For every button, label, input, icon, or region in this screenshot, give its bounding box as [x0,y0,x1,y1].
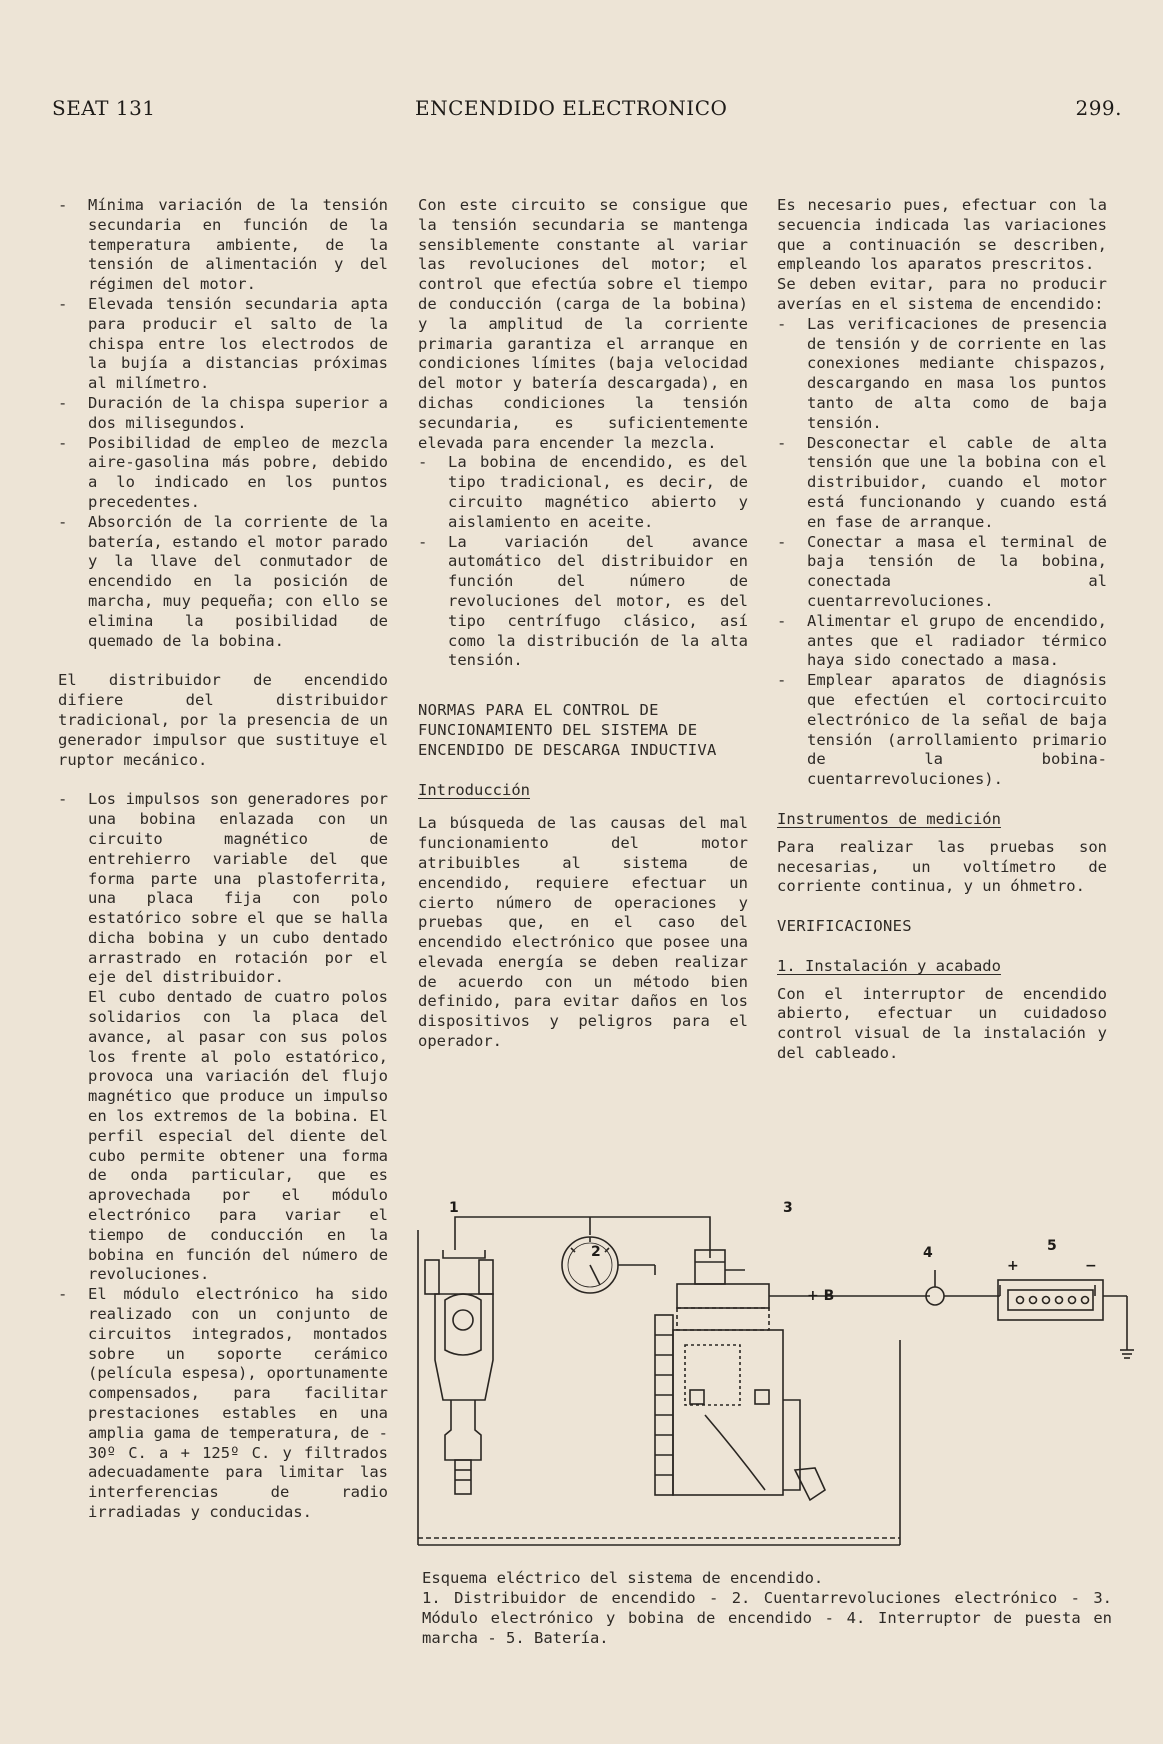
list-item: - Conectar a masa el terminal de baja tensión de la bobina, conectada al cuentarrevoluciones. [777,532,1107,610]
header-book-title: SEAT 131 [52,96,156,120]
caption-title: Esquema eléctrico del sistema de encendido. [422,1569,824,1587]
diagram-label-5: 5 [1047,1238,1057,1254]
diagram-label-3: 3 [783,1200,793,1216]
battery-minus-label: − [1085,1258,1097,1274]
list-item: - Posibilidad de empleo de mezcla aire-gasolina más pobre, debido a lo indicado en los puntos precedentes. [58,433,388,511]
ignition-switch-drawing [769,1270,1000,1305]
wiring-diagram-svg [415,1200,1135,1570]
distributor-drawing [425,1250,493,1494]
list-item: - Los impulsos son generadores por una bobina enlazada con un circuito magnético de entrehierro variable del que forma parte una plastoferrita, una placa fija con polo estatórico sobre el que se halla dicha bobina y un cubo dentado arrastrado en rotación por el eje del distribuidor. [58,790,388,987]
column-1 [58,196,388,1523]
battery-plus-label: + [1007,1258,1019,1274]
rev-counter-drawing [562,1217,655,1293]
section-title: VERIFICACIONES [777,917,912,936]
list-item: - Absorción de la corriente de la batería, estando el motor parado y la llave del conmutador de encendido en la posición de marcha, muy pequeña; con ello se elimina la posibilidad de quemado de la bobina. [58,512,388,650]
subsection-title: Introducción [418,780,530,799]
caption-legend: 1. Distribuidor de encendido - 2. Cuentarrevoluciones electrónico - 3. Módulo electrónico y bobina de encendido - 4. Interruptor de puesta en marcha - 5. Batería. [422,1589,1112,1647]
list-item: - Duración de la chispa superior a dos milisegundos. [58,393,388,432]
page-number: 299. [1075,96,1122,120]
list-item: - La bobina de encendido, es del tipo tradicional, es decir, de circuito magnético abierto y aislamiento en aceite. [418,453,748,531]
module-coil-drawing [655,1250,825,1500]
paragraph: Es necesario pues, efectuar con la secuencia indicada las variaciones que a continuación se describen, empleando los aparatos prescritos. [777,196,1107,274]
subsection-title: 1. Instalación y acabado [777,956,1001,975]
list-item: - Desconectar el cable de alta tensión que une la bobina con el distribuidor, cuando el motor está funcionando y cuando está en fase de arranque. [777,433,1107,531]
paragraph: Para realizar las pruebas son necesarias, un voltímetro de corriente continua, y un óhmetro. [777,837,1107,896]
paragraph: Con el interruptor de encendido abierto, efectuar un cuidadoso control visual de la instalación y del cableado. [777,984,1107,1063]
paragraph: Se deben evitar, para no producir averías en el sistema de encendido: [777,275,1107,313]
diagram-label-1: 1 [449,1200,459,1216]
column-2 [418,196,748,1052]
subsection-title: Instrumentos de medición [777,809,1001,828]
list-item: - La variación del avance automático del distribuidor en función del número de revoluciones del motor, es del tipo centrífugo clásico, así como la distribución de la alta tensión. [418,532,748,670]
header-chapter-title: ENCENDIDO ELECTRONICO [415,96,728,120]
battery-drawing [998,1280,1134,1358]
list-item-continuation: El cubo dentado de cuatro polos solidarios con la placa del avance, al pasar con sus polos los frente al polo estatórico, provoca una variación del flujo magnético que produce un impulso en los extremos de la bobina. El perfil especial del diente del cubo permite obtener una forma de onda particular, que es aprovechada por el módulo electrónico para variar el tiempo de conducción en la bobina en función del número de revoluciones. [88,988,388,1284]
list-item: - Las verificaciones de presencia de tensión y de corriente en las conexiones mediante chispazos, descargando en masa los puntos tanto de alta como de baja tensión. [777,314,1107,432]
column-3 [777,196,1107,1064]
figure-caption [422,1568,1112,1648]
diagram-label-4: 4 [923,1245,933,1261]
list-item: - Mínima variación de la tensión secundaria en función de la temperatura ambiente, de la tensión de alimentación y del régimen del motor. [58,196,388,294]
page-header [52,96,1122,126]
list-item: - Elevada tensión secundaria apta para producir el salto de la chispa entre los electrodos de la bujía a distancias próximas al milímetro. [58,294,388,393]
paragraph: El distribuidor de encendido difiere del distribuidor tradicional, por la presencia de un generador impulsor que sustituye el ruptor mecánico. [58,671,388,769]
list-item: - Alimentar el grupo de encendido, antes que el radiador térmico haya sido conectado a masa. [777,611,1107,670]
list-item: - El módulo electrónico ha sido realizado con un conjunto de circuitos integrados, montados sobre un soporte cerámico (película espesa), oportunamente compensados, para facilitar prestaciones estables en una amplia gama de temperatura, de - 30º C. a + 125º C. y filtrados adecuadamente para limitar las interferencias de radio irradiadas y conducidas. [58,1285,388,1521]
paragraph: Con este circuito se consigue que la tensión secundaria se mantenga sensiblemente constante al variar las revoluciones del motor; el control que efectúa sobre el tiempo de conducción (carga de la bobina) y la amplitud de la corriente primaria garantiza el arranque en condiciones límites (baja velocidad del motor y batería descargada), en dichas condiciones la tensión secundaria, es suficientemente elevada para encender la mezcla. [418,196,748,452]
list-item: - Emplear aparatos de diagnósis que efectúen el cortocircuito electrónico de la señal de baja tensión (arrollamiento primario de la bobina-cuentarrevoluciones). [777,671,1107,789]
diagram-label-2: 2 [591,1244,601,1260]
ignition-wiring-diagram [415,1200,1135,1570]
section-title: NORMAS PARA EL CONTROL DE FUNCIONAMIENTO DEL SISTEMA DE ENCENDIDO DE DESCARGA INDUCTIVA [418,701,717,759]
paragraph: La búsqueda de las causas del mal funcionamiento del motor atribuibles al sistema de encendido, requiere efectuar un cierto número de operaciones y pruebas que, en el caso del encendido electrónico que posee una elevada energía se deben realizar de acuerdo con un método bien definido, para evitar daños en los dispositivos y peligros para el operador. [418,814,748,1051]
diagram-label-plus-b: + B [807,1288,835,1304]
